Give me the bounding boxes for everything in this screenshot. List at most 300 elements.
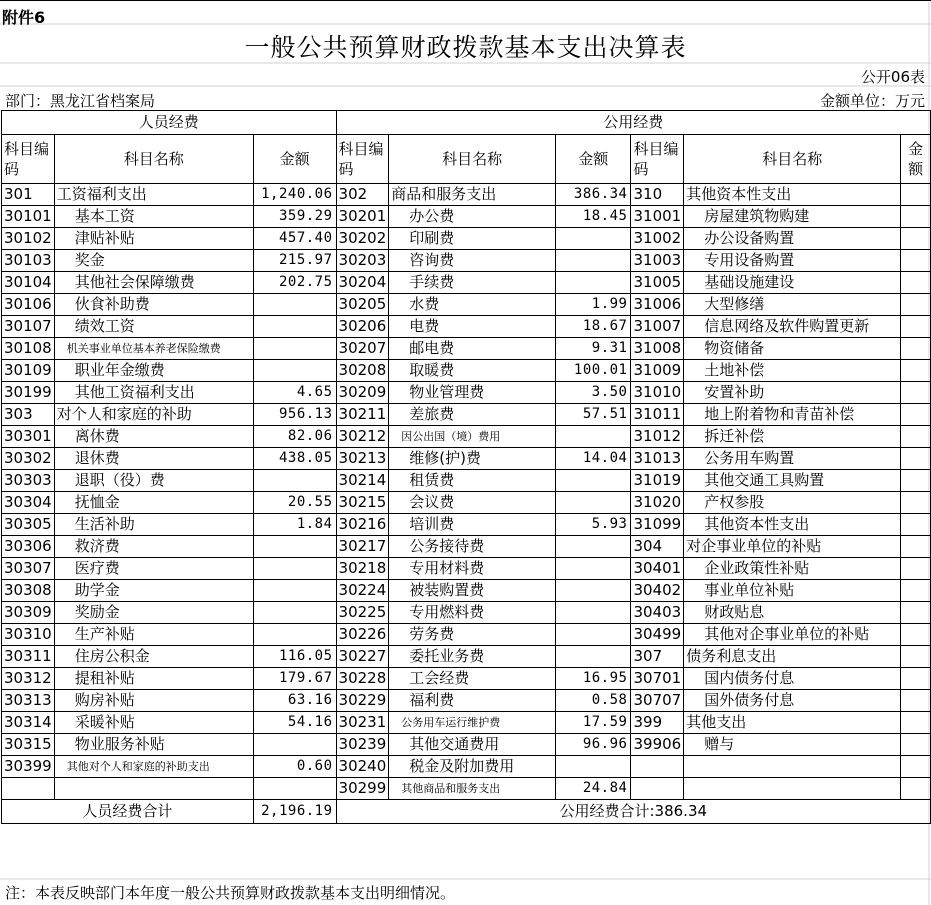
table-row <box>2 360 931 382</box>
amount-cell: 215.97 <box>253 250 336 272</box>
code-cell: 31099 <box>631 514 684 536</box>
name-cell: 职业年金缴费 <box>54 360 253 382</box>
amount-cell <box>901 360 931 382</box>
name-cell <box>684 756 901 778</box>
code-cell: 30303 <box>2 470 55 492</box>
name-cell: 提租补贴 <box>54 668 253 690</box>
name-cell: 邮电费 <box>389 338 556 360</box>
amount-cell: 18.45 <box>556 206 631 228</box>
name-cell: 地上附着物和青苗补偿 <box>684 404 901 426</box>
name-cell: 其他交通费用 <box>389 734 556 756</box>
code-cell: 30315 <box>2 734 55 756</box>
name-cell: 津贴补贴 <box>54 228 253 250</box>
code-cell: 30103 <box>2 250 55 272</box>
amount-cell <box>556 426 631 448</box>
code-cell: 30107 <box>2 316 55 338</box>
name-cell: 对个人和家庭的补助 <box>54 404 253 426</box>
code-cell: 30309 <box>2 602 55 624</box>
name-cell: 手续费 <box>389 272 556 294</box>
name-cell: 物资储备 <box>684 338 901 360</box>
name-cell: 取暖费 <box>389 360 556 382</box>
amount-cell: 4.65 <box>253 382 336 404</box>
amount-cell: 116.05 <box>253 646 336 668</box>
amount-cell <box>253 338 336 360</box>
amount-cell: 24.84 <box>556 778 631 800</box>
table-row <box>2 624 931 646</box>
amount-cell <box>253 294 336 316</box>
code-cell: 30208 <box>336 360 389 382</box>
name-cell: 公务接待费 <box>389 536 556 558</box>
code-cell: 30207 <box>336 338 389 360</box>
code-cell: 30209 <box>336 382 389 404</box>
table-row <box>2 734 931 756</box>
code-cell: 31003 <box>631 250 684 272</box>
personnel-header: 人员经费 <box>2 111 337 135</box>
table-row <box>2 316 931 338</box>
amount-header: 金额 <box>901 135 931 184</box>
amount-cell <box>253 360 336 382</box>
amount-cell <box>901 470 931 492</box>
amount-cell: 1,240.06 <box>253 184 336 206</box>
code-cell: 30109 <box>2 360 55 382</box>
department-label: 部门：黑龙江省档案局 <box>5 92 156 110</box>
name-cell: 离休费 <box>54 426 253 448</box>
name-cell: 其他支出 <box>684 712 901 734</box>
code-cell <box>631 756 684 778</box>
code-cell: 30403 <box>631 602 684 624</box>
name-cell: 专用设备购置 <box>684 250 901 272</box>
form-number: 公开06表 <box>860 68 925 86</box>
name-cell: 对企事业单位的补贴 <box>684 536 901 558</box>
code-cell: 30212 <box>336 426 389 448</box>
code-cell: 30217 <box>336 536 389 558</box>
code-cell: 30226 <box>336 624 389 646</box>
table-row <box>2 404 931 426</box>
amount-cell <box>901 668 931 690</box>
table-row <box>2 426 931 448</box>
code-cell: 30302 <box>2 448 55 470</box>
name-cell: 奖励金 <box>54 602 253 624</box>
name-cell: 绩效工资 <box>54 316 253 338</box>
name-cell: 租赁费 <box>389 470 556 492</box>
name-cell: 债务利息支出 <box>684 646 901 668</box>
amount-cell <box>901 448 931 470</box>
totals-row <box>2 800 931 824</box>
name-cell: 因公出国（境）费用 <box>389 426 556 448</box>
amount-cell <box>901 514 931 536</box>
amount-cell <box>901 690 931 712</box>
name-cell: 安置补助 <box>684 382 901 404</box>
public-total: 公用经费合计:386.34 <box>336 800 930 824</box>
code-cell: 30707 <box>631 690 684 712</box>
amount-cell: 82.06 <box>253 426 336 448</box>
amount-cell: 438.05 <box>253 448 336 470</box>
column-header-row <box>2 135 931 184</box>
name-cell: 商品和服务支出 <box>389 184 556 206</box>
amount-cell: 0.60 <box>253 756 336 778</box>
amount-cell: 956.13 <box>253 404 336 426</box>
name-cell: 其他资本性支出 <box>684 184 901 206</box>
name-cell: 大型修缮 <box>684 294 901 316</box>
code-cell: 303 <box>2 404 55 426</box>
name-cell: 印刷费 <box>389 228 556 250</box>
name-header: 科目名称 <box>684 135 901 184</box>
code-cell: 30216 <box>336 514 389 536</box>
name-cell: 委托业务费 <box>389 646 556 668</box>
name-cell: 住房公积金 <box>54 646 253 668</box>
code-cell: 30202 <box>336 228 389 250</box>
name-cell <box>54 778 253 800</box>
amount-cell <box>556 602 631 624</box>
amount-cell <box>253 602 336 624</box>
amount-cell <box>901 338 931 360</box>
name-cell: 被装购置费 <box>389 580 556 602</box>
name-cell: 维修(护)费 <box>389 448 556 470</box>
table-row <box>2 206 931 228</box>
personnel-total-label: 人员经费合计 <box>2 800 254 824</box>
code-cell: 30211 <box>336 404 389 426</box>
table-row <box>2 470 931 492</box>
top-border <box>0 0 931 1</box>
amount-cell: 100.01 <box>556 360 631 382</box>
name-cell: 差旅费 <box>389 404 556 426</box>
code-cell: 30108 <box>2 338 55 360</box>
amount-cell <box>556 470 631 492</box>
code-cell: 30305 <box>2 514 55 536</box>
name-cell: 专用燃料费 <box>389 602 556 624</box>
name-cell: 国内债务付息 <box>684 668 901 690</box>
code-cell: 30102 <box>2 228 55 250</box>
name-cell: 救济费 <box>54 536 253 558</box>
name-cell: 生活补助 <box>54 514 253 536</box>
amount-cell <box>253 470 336 492</box>
code-cell: 30227 <box>336 646 389 668</box>
code-cell: 30306 <box>2 536 55 558</box>
code-cell: 307 <box>631 646 684 668</box>
name-cell: 医疗费 <box>54 558 253 580</box>
amount-cell: 96.96 <box>556 734 631 756</box>
code-cell: 30312 <box>2 668 55 690</box>
name-cell: 助学金 <box>54 580 253 602</box>
amount-cell <box>556 536 631 558</box>
code-cell: 30311 <box>2 646 55 668</box>
name-cell: 产权参股 <box>684 492 901 514</box>
code-cell: 30239 <box>336 734 389 756</box>
table-row <box>2 250 931 272</box>
amount-cell <box>901 272 931 294</box>
amount-cell <box>901 624 931 646</box>
code-cell: 30229 <box>336 690 389 712</box>
name-cell: 机关事业单位基本养老保险缴费 <box>54 338 253 360</box>
amount-cell <box>556 558 631 580</box>
code-cell: 30308 <box>2 580 55 602</box>
code-cell: 30205 <box>336 294 389 316</box>
code-cell: 30231 <box>336 712 389 734</box>
name-cell: 赠与 <box>684 734 901 756</box>
code-cell: 30701 <box>631 668 684 690</box>
amount-cell <box>253 624 336 646</box>
name-cell: 退休费 <box>54 448 253 470</box>
code-cell: 30199 <box>2 382 55 404</box>
amount-cell: 202.75 <box>253 272 336 294</box>
code-cell: 31006 <box>631 294 684 316</box>
code-cell: 30204 <box>336 272 389 294</box>
table-row <box>2 646 931 668</box>
amount-cell <box>901 646 931 668</box>
name-cell: 拆迁补偿 <box>684 426 901 448</box>
amount-cell <box>901 184 931 206</box>
name-cell: 国外债务付息 <box>684 690 901 712</box>
amount-cell: 179.67 <box>253 668 336 690</box>
code-cell: 30304 <box>2 492 55 514</box>
code-cell: 31009 <box>631 360 684 382</box>
attachment-label: 附件6 <box>2 8 46 27</box>
code-cell: 31002 <box>631 228 684 250</box>
amount-cell <box>901 712 931 734</box>
amount-cell: 0.58 <box>556 690 631 712</box>
amount-cell: 57.51 <box>556 404 631 426</box>
table-row <box>2 338 931 360</box>
name-cell: 福利费 <box>389 690 556 712</box>
amount-cell <box>901 492 931 514</box>
code-cell: 30101 <box>2 206 55 228</box>
name-cell: 采暖补贴 <box>54 712 253 734</box>
code-cell: 39906 <box>631 734 684 756</box>
code-cell: 30206 <box>336 316 389 338</box>
amount-cell <box>901 558 931 580</box>
code-cell: 30313 <box>2 690 55 712</box>
amount-cell: 9.31 <box>556 338 631 360</box>
code-cell: 304 <box>631 536 684 558</box>
code-cell: 30301 <box>2 426 55 448</box>
name-cell: 其他工资福利支出 <box>54 382 253 404</box>
name-cell: 信息网络及软件购置更新 <box>684 316 901 338</box>
table-row <box>2 602 931 624</box>
code-cell: 30228 <box>336 668 389 690</box>
code-cell: 31010 <box>631 382 684 404</box>
table-row <box>2 712 931 734</box>
name-cell: 公务用车运行维护费 <box>389 712 556 734</box>
amount-cell: 386.34 <box>556 184 631 206</box>
code-cell: 30215 <box>336 492 389 514</box>
name-cell: 伙食补助费 <box>54 294 253 316</box>
amount-cell <box>901 382 931 404</box>
name-cell: 基本工资 <box>54 206 253 228</box>
table-row <box>2 514 931 536</box>
name-cell: 电费 <box>389 316 556 338</box>
name-cell: 水费 <box>389 294 556 316</box>
amount-cell <box>556 492 631 514</box>
amount-cell: 17.59 <box>556 712 631 734</box>
code-cell: 31013 <box>631 448 684 470</box>
code-cell: 31005 <box>631 272 684 294</box>
personnel-total-value: 2,196.19 <box>253 800 336 824</box>
code-cell: 30314 <box>2 712 55 734</box>
amount-cell <box>901 404 931 426</box>
name-cell: 劳务费 <box>389 624 556 646</box>
code-cell: 30201 <box>336 206 389 228</box>
name-cell: 税金及附加费用 <box>389 756 556 778</box>
name-cell: 基础设施建设 <box>684 272 901 294</box>
code-cell: 30106 <box>2 294 55 316</box>
name-header: 科目名称 <box>389 135 556 184</box>
code-cell: 30214 <box>336 470 389 492</box>
amount-cell: 457.40 <box>253 228 336 250</box>
amount-cell <box>901 228 931 250</box>
table-row <box>2 448 931 470</box>
amount-cell <box>901 756 931 778</box>
public-header: 公用经费 <box>336 111 930 135</box>
amount-cell <box>556 580 631 602</box>
amount-cell <box>901 580 931 602</box>
amount-cell <box>556 250 631 272</box>
code-cell: 30240 <box>336 756 389 778</box>
name-cell: 工会经费 <box>389 668 556 690</box>
amount-cell <box>901 206 931 228</box>
code-cell: 302 <box>336 184 389 206</box>
amount-cell <box>901 316 931 338</box>
table-row <box>2 294 931 316</box>
code-cell: 30224 <box>336 580 389 602</box>
name-cell: 办公设备购置 <box>684 228 901 250</box>
name-cell: 事业单位补贴 <box>684 580 901 602</box>
amount-cell <box>253 558 336 580</box>
amount-cell: 5.93 <box>556 514 631 536</box>
table-row <box>2 580 931 602</box>
name-cell: 土地补偿 <box>684 360 901 382</box>
amount-cell: 1.99 <box>556 294 631 316</box>
code-cell: 31011 <box>631 404 684 426</box>
code-cell: 30310 <box>2 624 55 646</box>
amount-cell <box>556 272 631 294</box>
name-cell: 奖金 <box>54 250 253 272</box>
page-title: 一般公共预算财政拨款基本支出决算表 <box>244 33 687 62</box>
amount-header: 金额 <box>253 135 336 184</box>
amount-cell <box>253 778 336 800</box>
table-row <box>2 382 931 404</box>
amount-cell <box>253 316 336 338</box>
table-row <box>2 668 931 690</box>
name-cell: 购房补贴 <box>54 690 253 712</box>
name-cell: 抚恤金 <box>54 492 253 514</box>
code-header: 科目编码 <box>336 135 389 184</box>
table-row <box>2 492 931 514</box>
code-cell: 31001 <box>631 206 684 228</box>
code-cell <box>631 778 684 800</box>
name-cell: 物业服务补贴 <box>54 734 253 756</box>
code-cell: 30225 <box>336 602 389 624</box>
code-cell: 399 <box>631 712 684 734</box>
code-cell: 301 <box>2 184 55 206</box>
name-cell: 专用材料费 <box>389 558 556 580</box>
code-cell: 30104 <box>2 272 55 294</box>
code-cell: 31012 <box>631 426 684 448</box>
code-cell: 31008 <box>631 338 684 360</box>
amount-cell: 16.95 <box>556 668 631 690</box>
code-cell: 30203 <box>336 250 389 272</box>
name-cell: 培训费 <box>389 514 556 536</box>
name-cell: 其他对企事业单位的补贴 <box>684 624 901 646</box>
name-cell: 房屋建筑物购建 <box>684 206 901 228</box>
amount-cell <box>901 426 931 448</box>
code-cell: 310 <box>631 184 684 206</box>
name-cell: 其他社会保障缴费 <box>54 272 253 294</box>
amount-cell: 14.04 <box>556 448 631 470</box>
name-cell <box>684 778 901 800</box>
table-row <box>2 536 931 558</box>
amount-cell <box>556 646 631 668</box>
name-cell: 退职（役）费 <box>54 470 253 492</box>
amount-cell <box>253 734 336 756</box>
amount-cell: 54.16 <box>253 712 336 734</box>
group-header-row <box>2 111 931 135</box>
amount-cell: 20.55 <box>253 492 336 514</box>
name-cell: 其他对个人和家庭的补助支出 <box>54 756 253 778</box>
name-cell: 工资福利支出 <box>54 184 253 206</box>
name-cell: 其他交通工具购置 <box>684 470 901 492</box>
code-cell: 31019 <box>631 470 684 492</box>
amount-cell <box>901 250 931 272</box>
code-cell: 30213 <box>336 448 389 470</box>
amount-cell: 1.84 <box>253 514 336 536</box>
name-cell: 其他商品和服务支出 <box>389 778 556 800</box>
amount-cell <box>901 778 931 800</box>
amount-cell <box>556 624 631 646</box>
name-cell: 财政贴息 <box>684 602 901 624</box>
table-row <box>2 690 931 712</box>
expenditure-table <box>1 110 931 824</box>
amount-cell: 18.67 <box>556 316 631 338</box>
name-cell: 企业政策性补贴 <box>684 558 901 580</box>
name-cell: 咨询费 <box>389 250 556 272</box>
table-row <box>2 756 931 778</box>
amount-cell <box>556 756 631 778</box>
name-cell: 会议费 <box>389 492 556 514</box>
code-cell: 30218 <box>336 558 389 580</box>
code-cell: 31020 <box>631 492 684 514</box>
amount-cell <box>901 734 931 756</box>
name-cell: 生产补贴 <box>54 624 253 646</box>
amount-unit-label: 金额单位：万元 <box>819 92 925 110</box>
code-cell: 30401 <box>631 558 684 580</box>
code-header: 科目编码 <box>2 135 55 184</box>
amount-cell <box>556 228 631 250</box>
name-cell: 其他资本性支出 <box>684 514 901 536</box>
amount-cell <box>901 294 931 316</box>
amount-cell: 359.29 <box>253 206 336 228</box>
code-cell: 30299 <box>336 778 389 800</box>
amount-cell <box>253 580 336 602</box>
amount-header: 金额 <box>556 135 631 184</box>
table-row <box>2 558 931 580</box>
table-row <box>2 272 931 294</box>
code-cell <box>2 778 55 800</box>
table-row <box>2 228 931 250</box>
amount-cell <box>253 536 336 558</box>
name-cell: 公务用车购置 <box>684 448 901 470</box>
name-cell: 物业管理费 <box>389 382 556 404</box>
amount-cell: 3.50 <box>556 382 631 404</box>
code-header: 科目编码 <box>631 135 684 184</box>
amount-cell <box>901 602 931 624</box>
table-row <box>2 778 931 800</box>
name-header: 科目名称 <box>54 135 253 184</box>
code-cell: 30399 <box>2 756 55 778</box>
code-cell: 30402 <box>631 580 684 602</box>
amount-cell <box>901 536 931 558</box>
amount-cell: 63.16 <box>253 690 336 712</box>
name-cell: 办公费 <box>389 206 556 228</box>
